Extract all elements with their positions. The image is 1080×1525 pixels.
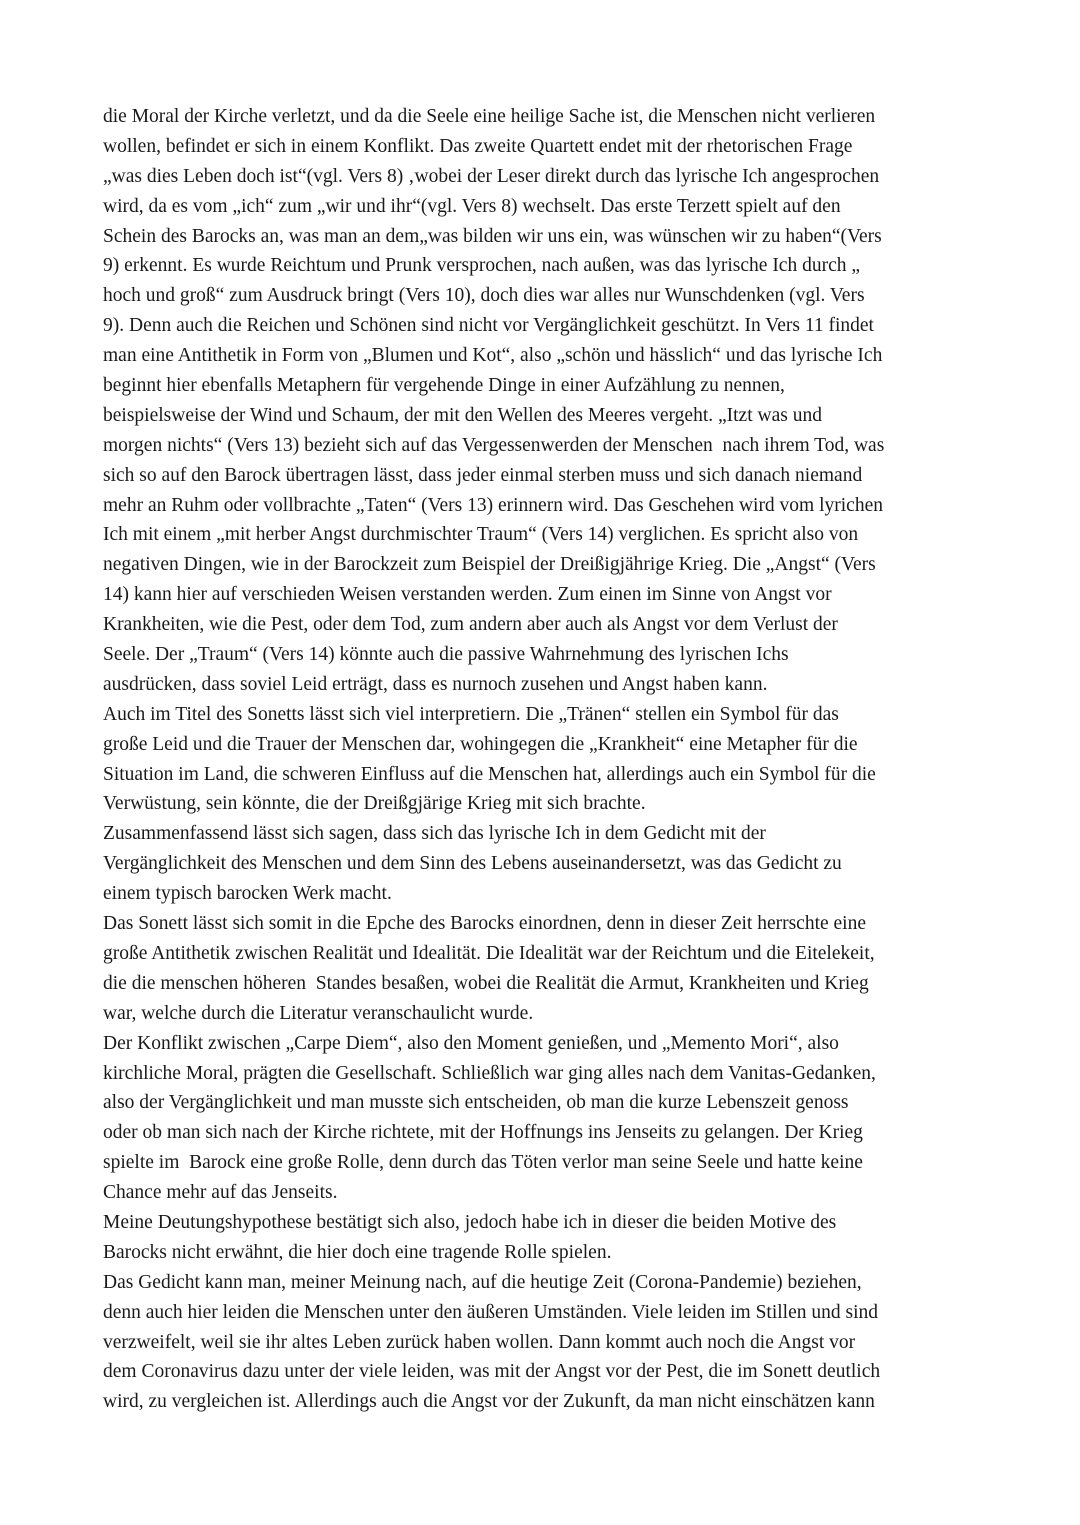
text-line: ausdrücken, dass soviel Leid erträgt, dass es nurnoch zusehen und Angst haben kann. <box>103 673 768 695</box>
text-line: die Moral der Kirche verletzt, und da die Seele eine heilige Sache ist, die Menschen nicht verlieren <box>103 106 876 127</box>
text-line: verzweifelt, weil sie ihr altes Leben zurück haben wollen. Dann kommt auch noch die Angst vor <box>103 1331 856 1353</box>
text-line: hoch und groß“ zum Ausdruck bringt (Vers 10), doch dies war alles nur Wunschdenken (vgl. Vers <box>103 285 865 307</box>
text-line: wollen, befindet er sich in einem Konflikt. Das zweite Quartett endet mit der rhetorischen Frage <box>103 135 853 157</box>
text-line: Verwüstung, sein könnte, die der Dreißgjärige Krieg mit sich brachte. <box>103 793 646 815</box>
text-line: Seele. Der „Traum“ (Vers 14) könnte auch die passive Wahrnehmung des lyrischen Ichs <box>103 644 789 666</box>
text-line: kirchliche Moral, prägten die Gesellschaft. Schließlich war ging alles nach dem Vanitas-Gedanken, <box>103 1062 876 1084</box>
text-line: die die menschen höheren Standes besaßen, wobei die Realität die Armut, Krankheiten und Krieg <box>103 972 869 994</box>
text-line: Barocks nicht erwähnt, die hier doch eine tragende Rolle spielen. <box>103 1241 612 1263</box>
text-line: beispielsweise der Wind und Schaum, der mit den Wellen des Meeres vergeht. „Itzt was und <box>103 404 822 426</box>
text-line: spielte im Barock eine große Rolle, denn durch das Töten verlor man seine Seele und hatte keine <box>103 1152 863 1174</box>
text-line: morgen nichts“ (Vers 13) bezieht sich auf das Vergessenwerden der Menschen nach ihrem Tod, was <box>103 434 885 456</box>
text-line: man eine Antithetik in Form von „Blumen und Kot“, also „schön und hässlich“ und das lyrische Ich <box>103 345 883 367</box>
text-line: wird, da es vom „ich“ zum „wir und ihr“(vgl. Vers 8) wechselt. Das erste Terzett spielt auf den <box>103 195 841 217</box>
text-line: 9). Denn auch die Reichen und Schönen sind nicht vor Vergänglichkeit geschützt. In Vers 11 findet <box>103 315 874 337</box>
text-line: negativen Dingen, wie in der Barockzeit zum Beispiel der Dreißigjährige Krieg. Die „Angst“ (Vers <box>103 554 876 576</box>
text-line: große Antithetik zwischen Realität und Idealität. Die Idealität war der Reichtum und die Eitelekeit, <box>103 942 875 964</box>
text-line: beginnt hier ebenfalls Metaphern für vergehende Dinge in einer Aufzählung zu nennen, <box>103 375 785 397</box>
text-line: sich so auf den Barock übertragen lässt, dass jeder einmal sterben muss und sich danach niemand <box>103 464 863 486</box>
text-line: Das Sonett lässt sich somit in die Epche des Barocks einordnen, denn in dieser Zeit herrschte eine <box>103 913 867 935</box>
text-line: Krankheiten, wie die Pest, oder dem Tod, zum andern aber auch als Angst vor dem Verlust der <box>103 614 838 636</box>
text-line: denn auch hier leiden die Menschen unter den äußeren Umständen. Viele leiden im Stillen und sind <box>103 1301 879 1323</box>
text-line: Schein des Barocks an, was man an dem„was bilden wir uns ein, was wünschen wir zu haben“(Vers <box>103 225 882 247</box>
text-line: „was dies Leben doch ist“(vgl. Vers 8) ‚wobei der Leser direkt durch das lyrische Ich angesprochen <box>103 165 880 187</box>
text-line: wird, zu vergleichen ist. Allerdings auch die Angst vor der Zukunft, da man nicht einschätzen kann <box>103 1391 875 1413</box>
text-line: also der Vergänglichkeit und man musste sich entscheiden, ob man die kurze Lebenszeit genoss <box>103 1092 849 1114</box>
text-line: große Leid und die Trauer der Menschen dar, wohingegen die „Krankheit“ eine Metapher für die <box>103 733 858 755</box>
text-line: dem Coronavirus dazu unter der viele leiden, was mit der Angst vor der Pest, die im Sonett deutlich <box>103 1361 881 1383</box>
text-line: Zusammenfassend lässt sich sagen, dass sich das lyrische Ich in dem Gedicht mit der <box>103 823 766 845</box>
text-line: Chance mehr auf das Jenseits. <box>103 1182 338 1204</box>
text-line: mehr an Ruhm oder vollbrachte „Taten“ (Vers 13) erinnern wird. Das Geschehen wird vom lyrichen <box>103 494 883 516</box>
text-line: Vergänglichkeit des Menschen und dem Sinn des Lebens auseinandersetzt, was das Gedicht zu <box>103 853 842 875</box>
text-line: 14) kann hier auf verschieden Weisen verstanden werden. Zum einen im Sinne von Angst vor <box>103 584 832 606</box>
text-line: Auch im Titel des Sonetts lässt sich viel interpretiern. Die „Tränen“ stellen ein Symbol für das <box>103 703 839 725</box>
text-line: oder ob man sich nach der Kirche richtete, mit der Hoffnungs ins Jenseits zu gelangen. Der Krieg <box>103 1122 863 1144</box>
text-line: Der Konflikt zwischen „Carpe Diem“, also den Moment genießen, und „Memento Mori“, also <box>103 1032 839 1054</box>
text-line: war, welche durch die Literatur veranschaulicht wurde. <box>103 1002 534 1024</box>
text-line: Das Gedicht kann man, meiner Meinung nach, auf die heutige Zeit (Corona-Pandemie) beziehen, <box>103 1271 862 1293</box>
text-line: einem typisch barocken Werk macht. <box>103 883 392 905</box>
essay-text <box>103 102 983 1417</box>
text-line: Meine Deutungshypothese bestätigt sich also, jedoch habe ich in dieser die beiden Motive des <box>103 1211 837 1233</box>
text-line: Situation im Land, die schweren Einfluss auf die Menschen hat, allerdings auch ein Symbol für die <box>103 763 876 785</box>
text-line: 9) erkennt. Es wurde Reichtum und Prunk versprochen, nach außen, was das lyrische Ich durch „ <box>103 255 861 277</box>
text-line: Ich mit einem „mit herber Angst durchmischter Traum“ (Vers 14) verglichen. Es spricht also von <box>103 524 859 546</box>
